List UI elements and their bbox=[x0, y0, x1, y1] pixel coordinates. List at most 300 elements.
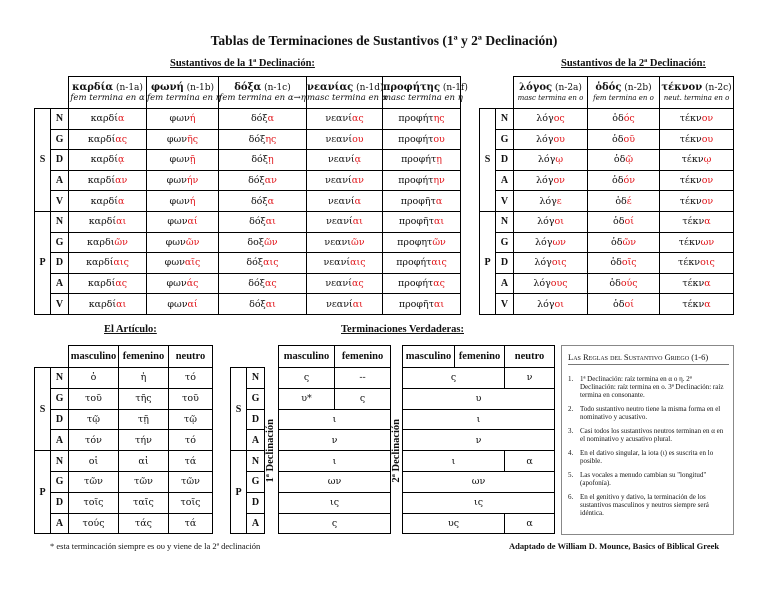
table-row bbox=[35, 388, 213, 409]
form-cell bbox=[219, 129, 307, 150]
column-code: (n-1f) bbox=[440, 83, 468, 93]
form-cell bbox=[147, 294, 219, 315]
rule-text: En el dativo singular, la iota (ι) es suscrita en lo posible. bbox=[580, 449, 714, 465]
article-form: τῆς bbox=[119, 388, 169, 409]
corner-blank bbox=[480, 77, 514, 109]
form-stem: νεανί bbox=[325, 175, 352, 187]
form-cell bbox=[219, 170, 307, 191]
form-cell bbox=[588, 170, 660, 191]
column-code: (n-1a) bbox=[113, 83, 143, 93]
form-ending: αν bbox=[351, 175, 364, 187]
form-cell bbox=[383, 253, 461, 274]
column-code: (n-2c) bbox=[702, 83, 732, 93]
column-subtitle: masc termina en ο bbox=[517, 94, 584, 102]
article-form: τῇ bbox=[119, 409, 169, 430]
case-label: D bbox=[247, 492, 265, 513]
form-ending: α bbox=[267, 195, 275, 207]
form-cell bbox=[147, 211, 219, 232]
form-cell bbox=[219, 150, 307, 171]
form-cell bbox=[307, 150, 383, 171]
gender-header: femenino bbox=[455, 346, 505, 368]
corner-blank bbox=[35, 346, 69, 368]
gender-header: femenino bbox=[119, 346, 169, 368]
table-row bbox=[35, 109, 461, 130]
form-ending: αι bbox=[116, 216, 127, 228]
form-cell bbox=[307, 129, 383, 150]
column-code: (n-1d) bbox=[353, 83, 384, 93]
form-cell bbox=[660, 150, 734, 171]
rule-text: En el genitivo y dativo, la terminación de los sustantivos masculinos y neutros siempre será idéntica. bbox=[580, 493, 709, 517]
form-stem: τέκν bbox=[682, 278, 705, 290]
form-ending: α bbox=[435, 195, 443, 207]
form-ending: ος bbox=[553, 113, 565, 125]
form-cell bbox=[660, 129, 734, 150]
form-cell bbox=[588, 129, 660, 150]
second-declension-label-text: 2ª Declinación bbox=[391, 418, 403, 483]
column-subtitle: fem termina en α→η bbox=[219, 93, 306, 103]
case-label: N bbox=[51, 211, 69, 232]
form-stem: φων bbox=[167, 216, 188, 228]
form-cell bbox=[307, 170, 383, 191]
article-form: ἡ bbox=[119, 368, 169, 389]
form-cell bbox=[147, 129, 219, 150]
table-row bbox=[35, 492, 213, 513]
form-cell bbox=[514, 109, 588, 130]
table-row bbox=[480, 191, 734, 212]
table-row bbox=[35, 409, 213, 430]
table-row bbox=[35, 430, 213, 451]
form-stem: λόγ bbox=[535, 236, 553, 248]
form-cell bbox=[383, 191, 461, 212]
form-stem: προφήτ bbox=[398, 175, 434, 187]
form-ending: ους bbox=[550, 278, 568, 290]
form-ending: αι bbox=[265, 298, 276, 310]
form-ending: ή bbox=[189, 113, 196, 125]
article-form: τούς bbox=[69, 513, 119, 534]
form-cell bbox=[660, 170, 734, 191]
form-ending: ῃ bbox=[267, 154, 274, 166]
article-form: τήν bbox=[119, 430, 169, 451]
form-cell bbox=[69, 109, 147, 130]
form-ending: ή bbox=[189, 195, 196, 207]
form-stem: δοξ bbox=[247, 236, 265, 248]
form-stem: λόγ bbox=[536, 113, 554, 125]
column-subtitle: fem termina en α bbox=[70, 93, 145, 103]
form-stem: ὁδ bbox=[611, 236, 623, 248]
case-label: A bbox=[496, 273, 514, 294]
form-stem: ὁδ bbox=[613, 154, 626, 166]
form-stem: προφῆτ bbox=[400, 195, 436, 207]
form-cell bbox=[69, 150, 147, 171]
ending-cell: υς bbox=[403, 513, 505, 534]
table-row bbox=[35, 232, 461, 253]
form-stem: φων bbox=[166, 278, 187, 290]
form-ending: οῖς bbox=[621, 257, 637, 269]
form-cell bbox=[219, 294, 307, 315]
form-cell bbox=[147, 253, 219, 274]
case-label: D bbox=[51, 253, 69, 274]
form-ending: α bbox=[704, 278, 711, 290]
form-ending: α bbox=[704, 298, 711, 310]
case-label: A bbox=[51, 170, 69, 191]
form-ending: ου bbox=[553, 133, 565, 145]
gender-header: masculino bbox=[69, 346, 119, 368]
table-row bbox=[35, 211, 461, 232]
form-stem: προφῆτ bbox=[398, 298, 434, 310]
ending-cell: α bbox=[505, 513, 555, 534]
form-stem: προφήτ bbox=[398, 278, 434, 290]
form-stem: νεανί bbox=[327, 195, 355, 207]
column-word: νεανίας bbox=[307, 82, 354, 93]
gender-header: femenino bbox=[335, 346, 391, 368]
column-subtitle: neut. termina en ο bbox=[663, 94, 730, 102]
form-stem: δόξ bbox=[250, 195, 268, 207]
ending-cell: ς bbox=[279, 368, 335, 389]
form-cell bbox=[514, 273, 588, 294]
number-label: P bbox=[35, 211, 51, 314]
case-label: V bbox=[51, 191, 69, 212]
form-ending: αν bbox=[264, 175, 277, 187]
form-ending: αις bbox=[113, 257, 129, 269]
form-cell bbox=[69, 211, 147, 232]
page-title: Tablas de Terminaciones de Sustantivos (1ª y 2ª Declinación) bbox=[210, 33, 558, 48]
form-ending: αι bbox=[434, 216, 445, 228]
form-cell bbox=[383, 109, 461, 130]
ending-cell: ν bbox=[505, 368, 555, 389]
article-form: τοῖς bbox=[169, 492, 213, 513]
article-form: τόν bbox=[69, 430, 119, 451]
form-ending: ῶν bbox=[264, 236, 278, 248]
column-subtitle: fem termina en ο bbox=[593, 94, 654, 102]
first-declension-table bbox=[34, 76, 468, 315]
form-ending: ας bbox=[351, 113, 364, 125]
form-cell bbox=[588, 150, 660, 171]
form-ending: αις bbox=[350, 257, 366, 269]
form-cell bbox=[307, 294, 383, 315]
form-cell bbox=[69, 294, 147, 315]
article-table bbox=[34, 345, 213, 534]
form-cell bbox=[147, 109, 219, 130]
table-row bbox=[35, 471, 213, 492]
gender-header: masculino bbox=[279, 346, 335, 368]
form-ending: αῖς bbox=[184, 257, 201, 269]
footnote: * esta termincación siempre es ου y viene de la 2ª declinación bbox=[50, 541, 261, 551]
column-word: τέκνον bbox=[661, 82, 703, 93]
form-ending: ην bbox=[433, 175, 445, 187]
form-ending: αις bbox=[263, 257, 279, 269]
form-ending: α bbox=[354, 195, 362, 207]
ending-cell: ων bbox=[279, 471, 391, 492]
case-label: G bbox=[247, 471, 265, 492]
article-form: αἱ bbox=[119, 451, 169, 472]
first-declension-heading: Sustantivos de la 1ª Declinación: bbox=[170, 58, 315, 69]
form-cell bbox=[307, 191, 383, 212]
form-cell bbox=[219, 191, 307, 212]
form-stem: νεανί bbox=[326, 298, 353, 310]
gender-header: neutro bbox=[505, 346, 555, 368]
form-ending: οί bbox=[624, 216, 634, 228]
article-form: τῶν bbox=[69, 471, 119, 492]
form-stem: δόξ bbox=[250, 113, 268, 125]
second-declension-heading: Sustantivos de la 2ª Declinación: bbox=[561, 58, 706, 69]
case-label: V bbox=[496, 294, 514, 315]
article-form: τοῦ bbox=[69, 388, 119, 409]
form-stem: τέκν bbox=[682, 216, 705, 228]
form-ending: αις bbox=[431, 257, 447, 269]
ending-cell: υ* bbox=[279, 388, 335, 409]
form-ending: ός bbox=[623, 113, 635, 125]
column-header bbox=[588, 77, 660, 109]
case-label: N bbox=[51, 109, 69, 130]
form-cell bbox=[660, 232, 734, 253]
rule-item bbox=[568, 493, 729, 517]
form-stem: δόξ bbox=[248, 133, 266, 145]
column-word: προφήτης bbox=[383, 82, 441, 93]
form-stem: ὁδ bbox=[612, 133, 624, 145]
form-ending: ῶν bbox=[432, 236, 446, 248]
form-stem: τέκν bbox=[678, 257, 701, 269]
number-label: P bbox=[480, 211, 496, 314]
form-cell bbox=[383, 129, 461, 150]
ending-cell: ι bbox=[279, 409, 391, 430]
rule-text: Las vocales a menudo cambian su "longitud" (apofonía). bbox=[580, 471, 707, 487]
form-ending: έ bbox=[626, 195, 632, 207]
form-ending: ας bbox=[433, 278, 445, 290]
table-row bbox=[480, 294, 734, 315]
corner-blank bbox=[35, 77, 69, 109]
form-cell bbox=[307, 273, 383, 294]
column-header bbox=[660, 77, 734, 109]
form-cell bbox=[588, 273, 660, 294]
form-cell bbox=[69, 191, 147, 212]
column-code: (n-1b) bbox=[183, 83, 214, 93]
case-label: G bbox=[51, 232, 69, 253]
form-ending: αι bbox=[352, 216, 363, 228]
form-cell bbox=[514, 294, 588, 315]
form-ending: αι bbox=[434, 298, 445, 310]
column-word: δόξα bbox=[234, 82, 262, 93]
rules-box bbox=[561, 345, 734, 535]
article-form: τά bbox=[169, 513, 213, 534]
form-stem: νεανί bbox=[325, 113, 352, 125]
form-stem: τέκν bbox=[679, 113, 702, 125]
table-row bbox=[480, 129, 734, 150]
form-cell bbox=[383, 170, 461, 191]
form-stem: ὁδ bbox=[610, 257, 622, 269]
rule-text: 1ª Declinación: raíz termina en α o η. 2ª Declinación: raíz termina en ο. 3ª Declinación: raíz termina en consonante. bbox=[580, 375, 724, 399]
form-ending: οι bbox=[554, 298, 564, 310]
form-stem: καρδί bbox=[90, 154, 118, 166]
form-cell bbox=[219, 273, 307, 294]
table-row bbox=[35, 170, 461, 191]
form-ending: οί bbox=[624, 298, 634, 310]
form-stem: λόγ bbox=[537, 298, 555, 310]
true-endings-table bbox=[230, 345, 555, 534]
form-stem: δόξ bbox=[248, 175, 265, 187]
rules-title: Las Reglas del Sustantivo Griego (1-6) bbox=[568, 352, 729, 365]
form-cell bbox=[219, 232, 307, 253]
case-label: D bbox=[51, 150, 69, 171]
corner-blank bbox=[231, 346, 279, 368]
form-stem: λόγ bbox=[536, 175, 554, 187]
case-label: A bbox=[51, 273, 69, 294]
number-label: P bbox=[231, 451, 247, 534]
article-form: τῶν bbox=[119, 471, 169, 492]
number-label: S bbox=[35, 109, 51, 212]
form-ending: ας bbox=[351, 278, 364, 290]
form-stem: καρδί bbox=[88, 216, 117, 228]
form-ending: οις bbox=[700, 257, 715, 269]
form-ending: ῶν bbox=[185, 236, 200, 248]
rule-item bbox=[568, 471, 729, 487]
form-ending: ῳ bbox=[703, 154, 712, 166]
ending-cell: ι bbox=[403, 409, 555, 430]
ending-cell: α bbox=[505, 451, 555, 472]
form-cell bbox=[514, 232, 588, 253]
case-label: G bbox=[247, 388, 265, 409]
form-cell bbox=[147, 170, 219, 191]
number-label: S bbox=[231, 368, 247, 451]
ending-cell: ις bbox=[403, 492, 555, 513]
table-row bbox=[35, 273, 461, 294]
form-stem: τέκν bbox=[679, 175, 702, 187]
form-stem: ὁδ bbox=[613, 298, 625, 310]
column-word: λόγος bbox=[519, 82, 553, 93]
article-form: τῶν bbox=[169, 471, 213, 492]
form-stem: τέκν bbox=[678, 236, 701, 248]
form-ending: ου bbox=[701, 133, 714, 145]
case-label: N bbox=[496, 211, 514, 232]
form-stem: φων bbox=[169, 154, 190, 166]
form-ending: ας bbox=[115, 133, 128, 145]
form-ending: όν bbox=[623, 175, 635, 187]
second-declension-table bbox=[479, 76, 734, 315]
form-cell bbox=[307, 253, 383, 274]
form-ending: ῶν bbox=[114, 236, 128, 248]
decl-divider bbox=[391, 346, 403, 368]
form-stem: ὁδ bbox=[609, 278, 621, 290]
form-stem: ὁδ bbox=[612, 113, 624, 125]
credit: Adaptado de William D. Mounce, Basics of Biblical Greek bbox=[509, 541, 720, 551]
form-cell bbox=[69, 129, 147, 150]
column-header bbox=[383, 77, 468, 109]
form-stem: λόγ bbox=[539, 195, 557, 207]
table-row bbox=[35, 451, 213, 472]
column-header bbox=[147, 77, 219, 109]
form-stem: τέκν bbox=[681, 154, 704, 166]
column-word: φωνή bbox=[151, 82, 184, 93]
case-label: G bbox=[51, 388, 69, 409]
gender-header: neutro bbox=[169, 346, 213, 368]
form-ending: ῇ bbox=[189, 154, 196, 166]
ending-cell: ι bbox=[403, 451, 505, 472]
form-stem: λόγ bbox=[537, 216, 555, 228]
form-ending: αί bbox=[187, 298, 198, 310]
form-stem: καρδί bbox=[87, 133, 116, 145]
form-stem: δόξ bbox=[248, 278, 265, 290]
column-code: (n-1c) bbox=[261, 83, 291, 93]
number-label: P bbox=[35, 451, 51, 534]
form-stem: προφήτ bbox=[396, 257, 432, 269]
article-form: οἱ bbox=[69, 451, 119, 472]
form-cell bbox=[69, 232, 147, 253]
form-cell bbox=[514, 253, 588, 274]
form-stem: προφητ bbox=[397, 236, 433, 248]
form-cell bbox=[514, 211, 588, 232]
form-cell bbox=[219, 211, 307, 232]
form-ending: α bbox=[117, 113, 125, 125]
form-cell bbox=[514, 129, 588, 150]
form-ending: ούς bbox=[620, 278, 638, 290]
rule-item bbox=[568, 375, 729, 399]
form-ending: ᾳ bbox=[117, 154, 125, 166]
table-row bbox=[480, 211, 734, 232]
form-stem: τέκν bbox=[682, 298, 705, 310]
ending-cell: ι bbox=[279, 451, 391, 472]
form-cell bbox=[219, 109, 307, 130]
form-cell bbox=[660, 109, 734, 130]
form-stem: νεανι bbox=[324, 236, 352, 248]
number-label: S bbox=[480, 109, 496, 212]
column-code: (n-2a) bbox=[552, 83, 582, 93]
form-stem: καρδί bbox=[90, 113, 118, 125]
table-row bbox=[480, 150, 734, 171]
ending-cell: ων bbox=[403, 471, 555, 492]
rule-number: 5. bbox=[568, 471, 574, 479]
form-ending: ῶν bbox=[622, 236, 636, 248]
form-stem: προφῆτ bbox=[398, 216, 434, 228]
form-cell bbox=[383, 150, 461, 171]
form-stem: καρδί bbox=[90, 195, 118, 207]
column-subtitle: masc termina en η bbox=[383, 93, 463, 103]
column-header bbox=[219, 77, 307, 109]
article-form: τάς bbox=[119, 513, 169, 534]
form-stem: ὁδ bbox=[615, 195, 627, 207]
case-label: D bbox=[496, 253, 514, 274]
form-ending: ᾳ bbox=[354, 154, 362, 166]
case-label: A bbox=[496, 170, 514, 191]
number-label: S bbox=[35, 368, 51, 451]
ending-cell: υ bbox=[403, 388, 555, 409]
case-label: D bbox=[496, 150, 514, 171]
form-stem: φων bbox=[169, 195, 190, 207]
rules-list bbox=[568, 375, 729, 517]
form-stem: λόγ bbox=[536, 133, 554, 145]
form-cell bbox=[514, 170, 588, 191]
rule-item bbox=[568, 405, 729, 421]
form-cell bbox=[147, 191, 219, 212]
form-stem: φων bbox=[166, 175, 187, 187]
form-cell bbox=[69, 273, 147, 294]
form-stem: ὁδ bbox=[613, 216, 625, 228]
form-stem: λόγ bbox=[537, 154, 556, 166]
form-stem: καρδί bbox=[87, 278, 116, 290]
form-ending: ον bbox=[553, 175, 565, 187]
form-stem: νεανί bbox=[325, 278, 352, 290]
case-label: A bbox=[51, 513, 69, 534]
ending-cell: ν bbox=[403, 430, 555, 451]
table-row bbox=[35, 253, 461, 274]
article-heading: El Artículo: bbox=[104, 324, 157, 335]
form-cell bbox=[588, 109, 660, 130]
case-label: D bbox=[51, 409, 69, 430]
case-label: A bbox=[247, 430, 265, 451]
case-label: N bbox=[247, 368, 265, 389]
form-ending: ῆς bbox=[187, 133, 199, 145]
case-label: D bbox=[51, 492, 69, 513]
form-stem: λόγ bbox=[533, 278, 551, 290]
form-cell bbox=[588, 294, 660, 315]
